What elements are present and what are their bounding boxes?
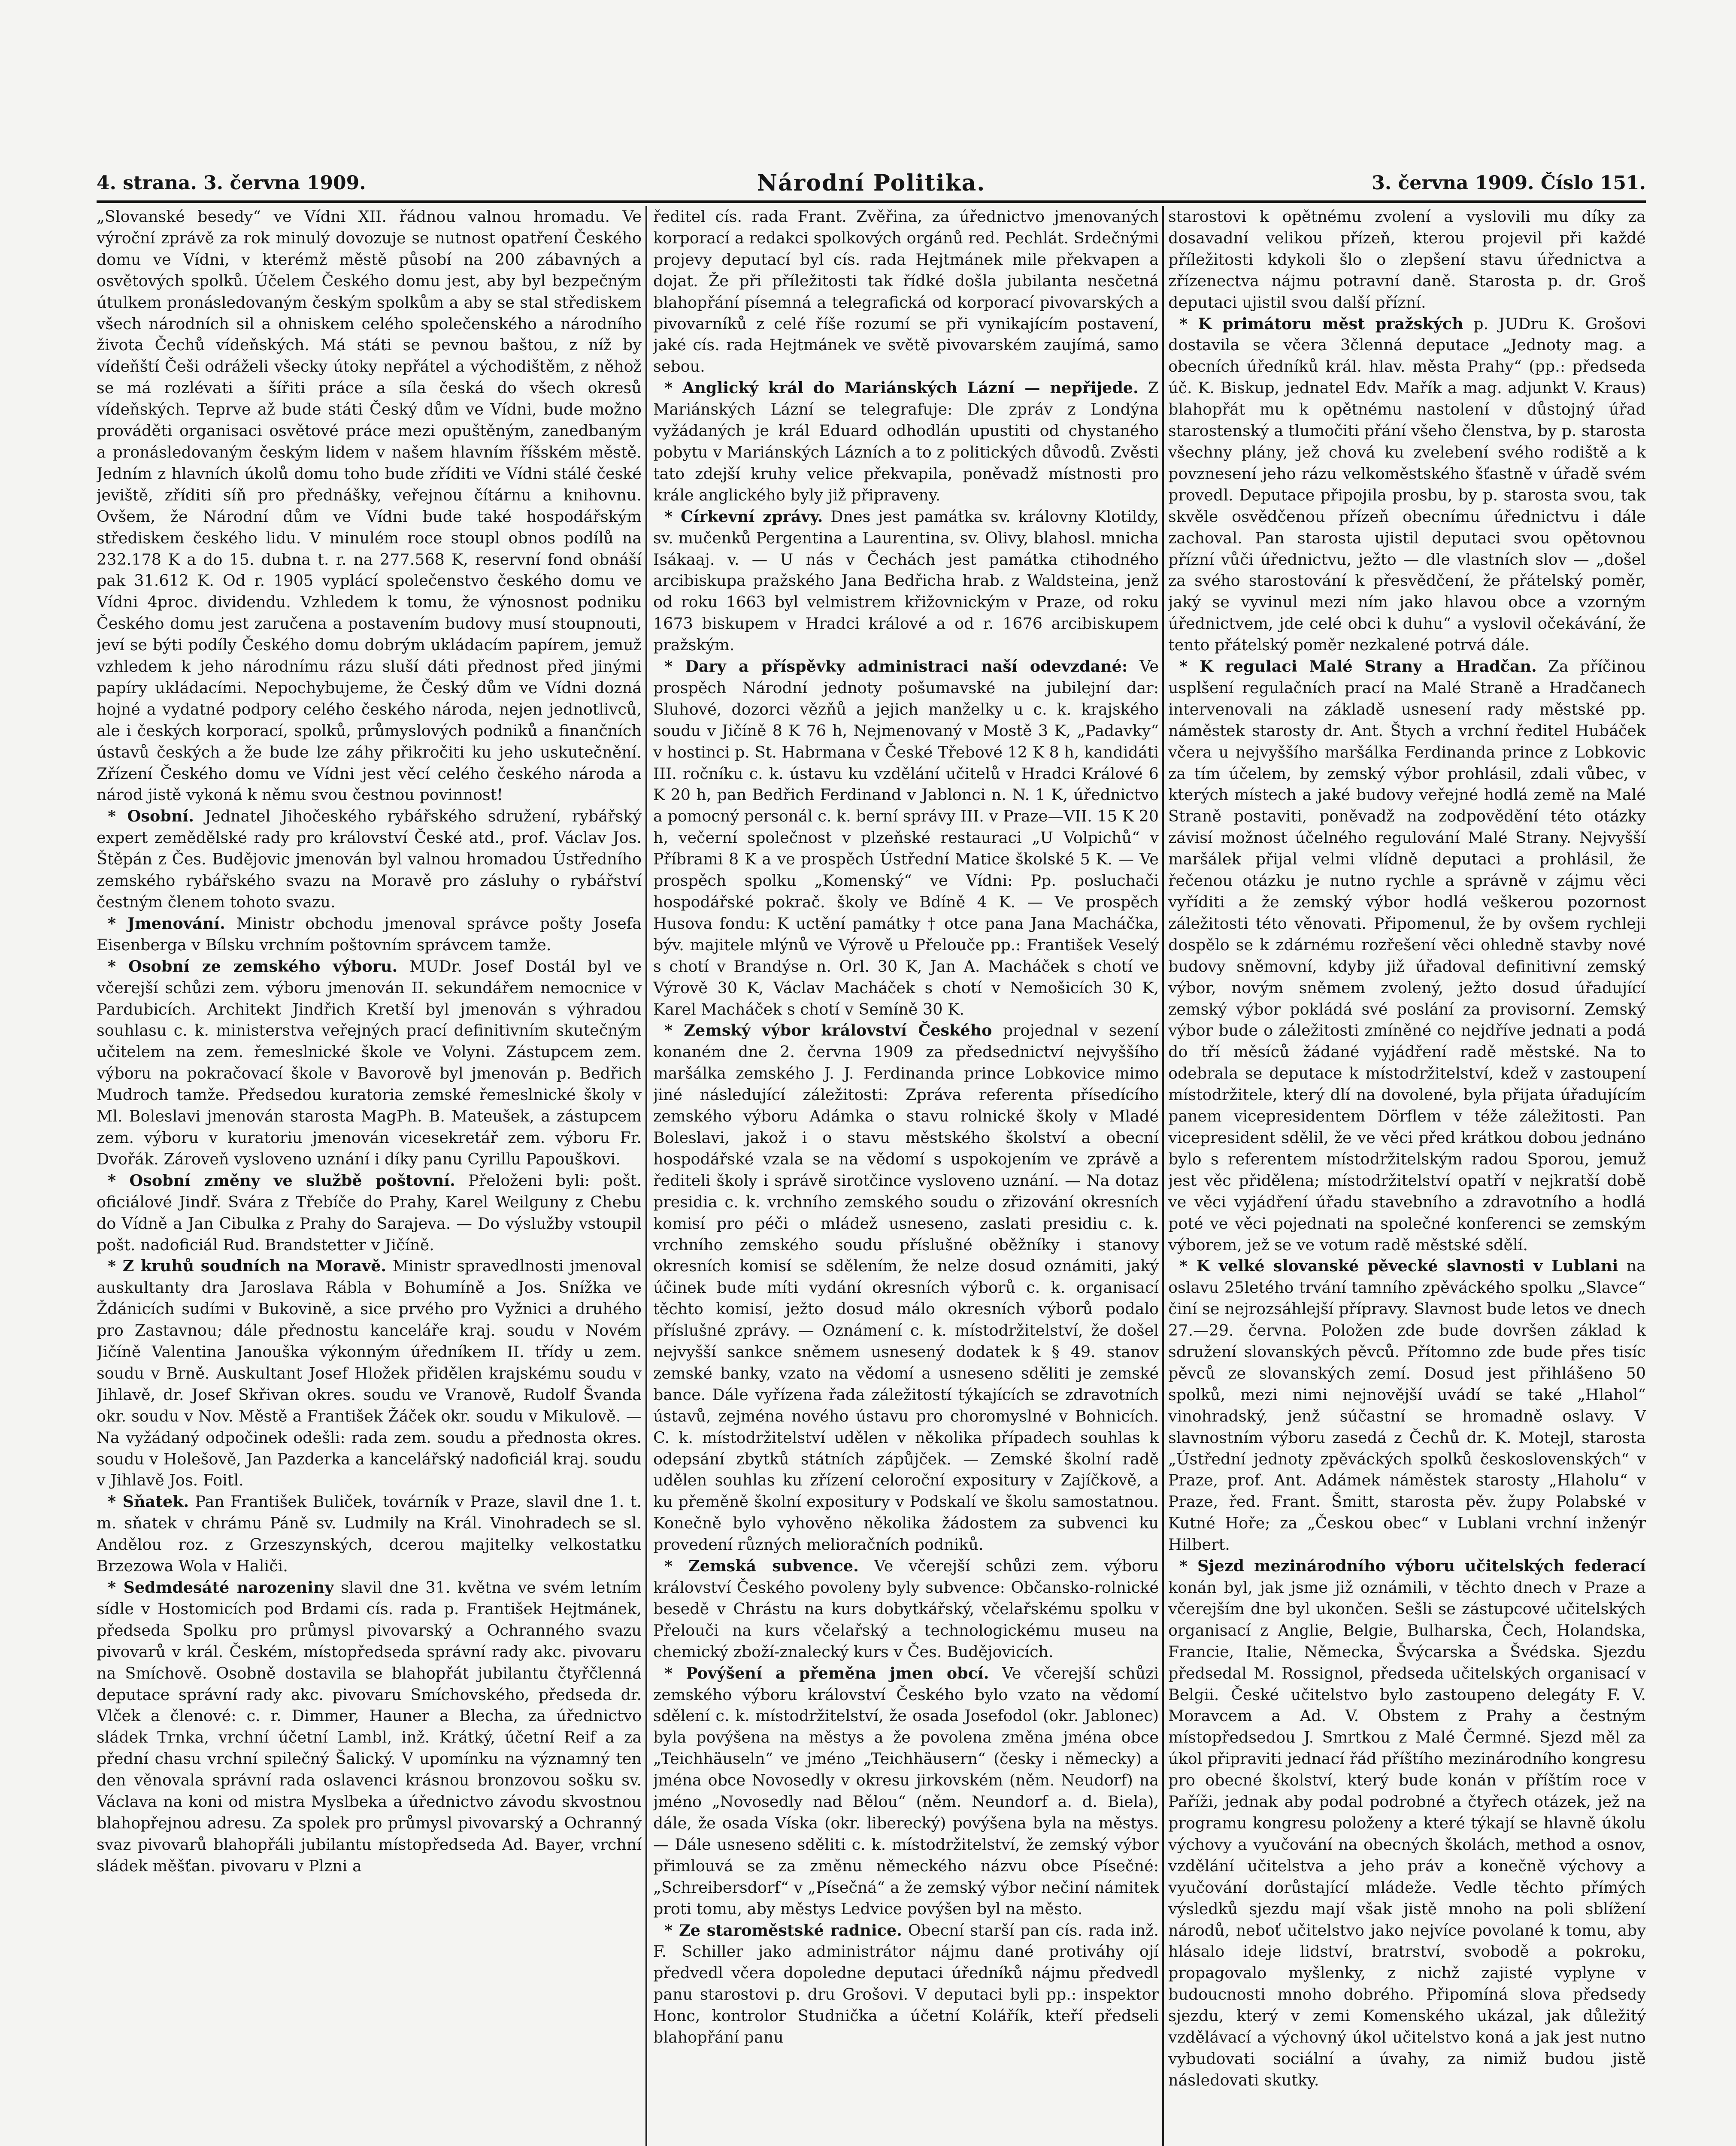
article-text: projednal v sezení konaném dne 2. června 1909 za předsednictví nejvyššího maršálka zemského J. J. Ferdinanda prince Lobkovice mimo jiné následující záležitosti: Zpráva referenta přísedícího zemského výboru Adámka o stavu rolnické školy v Mladé Boleslavi, jakož i o stavu městského školství a obecní hospodářské vzala se na vědomí s uspokojením ve zprávě a řediteli školy i správě sirotčince vysloveno uznání. — Na dotaz presidia c. k. vrchního zemského soudu o zřizování okresních komisí pro péči o mládež usneseno, zaslati presidiu c. k. vrchního zemského soudu příslušné oběžníky i stanovy okresních komisí se sdělením, že nelze dosud oznámiti, jaký účinek bude míti vydání okresních výborů c. k. organisací těchto komisí, ježto dosud málo okresních výborů podalo příslušné zprávy. — Oznámení c. k. místodržitelství, že došel nejvyšší sankce sněmem usnesený dodatek k § 49. stanov zemské banky, vzato na vědomí a usneseno sděliti je zemské bance. Dále vyřízena řada záležitostí týkajících se zdravotních ústavů, zejména nového ústavu pro choromyslné v Bohnicích. C. k. místodržitelství udělen v několika případech souhlas k odepsání zbytků státních zápůjček. — Zemské školní radě udělen souhlas ku zřízení celoroční expositury v Zajíčkově, a ku přeměně školní expositury v Podskalí ve školu samostatnou. Konečně bylo vyhověno několika žádostem za subvenci ku provedení různých melioračních podniků. <box>653 1021 1159 1554</box>
article-paragraph <box>97 1491 642 1577</box>
article-text: Ve prospěch Národní jednoty pošumavské na jubilejní dar: Sluhové, dozorci vězňů a jejich manželky u c. k. krajského soudu v Jičíně 8 K 76 h, Nejmenovaný v Mostě 3 K, „Padavky“ v hostinci p. St. Habrmana v České Třebové 12 K 8 h, kandidáti III. ročníku c. k. ústavu ku vzdělání učitelů v Hradci Králové 6 K 20 h, pan Bedřich Ferdinand v Jablonci n. N. 1 K, úřednictvo a pomocný personál c. k. berní správy III. v Praze—VII. 15 K 20 h, večerní společnost v plzeňské restauraci „U Volpichů“ v Příbrami 8 K a ve prospěch Ústřední Matice školské 5 K. — Ve prospěch spolku „Komenský“ ve Vídni: Pp. posluchači hospodářské pokrač. školy ve Bdíně 4 K. — Ve prospěch Husova fondu: K uctění památky † otce pana Jana Macháčka, býv. majitele mlýnů ve Výrově u Přelouče pp.: František Veselý s chotí v Brandýse n. Orl. 30 K, Jan A. Macháček s chotí ve Výrově 30 K, Václav Macháček s chotí v Nemošicích 30 K, Karel Macháček s chotí v Semíně 30 K. <box>653 657 1159 1018</box>
article-paragraph <box>653 1555 1159 1663</box>
masthead-title: Národní Politika. <box>757 170 986 196</box>
article-text: Ministr obchodu jmenoval správce pošty Josefa Eisenberga v Bílsku vrchním poštovním správcem tamže. <box>97 914 642 954</box>
article-text: MUDr. Josef Dostál byl ve včerejší schůzi zem. výboru jmenován II. sekundářem nemocnice v Pardubicích. Architekt Jindřich Kretší byl jmenován s výhradou souhlasu c. k. ministerstva veřejných prací definitivním skutečným učitelem na zem. řemeslnické škole ve Volyni. Zástupcem zem. výboru na pokračovací škole v Bavorově byl jmenován p. Bedřich Mudroch tamže. Předsedou kuratoria zemské řemeslnické školy v Ml. Boleslavi jmenován starosta MagPh. B. Mateušek, a zástupcem zem. výboru v kuratoriu jmenován vicesekretář zem. výboru Fr. Dvořák. Zároveň vysloveno uznání i díky panu Cyrillu Papouškovi. <box>97 957 642 1168</box>
column-divider <box>645 206 647 2146</box>
header-page-date: 4. strana. 3. června 1909. <box>97 172 366 194</box>
article-lead: * Zemská subvence. <box>664 1557 859 1576</box>
article-paragraph <box>653 377 1159 506</box>
article-lead: * Osobní změny ve službě poštovní. <box>108 1171 455 1190</box>
article-paragraph <box>653 506 1159 656</box>
article-lead: * Z kruhů soudních na Moravě. <box>108 1257 387 1276</box>
article-paragraph <box>97 913 642 956</box>
article-lead: * Sňatek. <box>108 1492 189 1511</box>
column-3 <box>1168 206 1646 2146</box>
article-lead: * K regulaci Malé Strany a Hradčan. <box>1179 657 1537 676</box>
article-text: ředitel cís. rada Frant. Zvěřina, za úřednictvo jmenovaných korporací a redakci spolkových orgánů red. Pechlát. Srdečnými projevy deputací byl cís. rada Hejtmánek mile překvapen a dojat. Že při příležitosti tak řídké došla jubilanta nesčetná blahopřání písemná a telegrafická od korporací pivovarských a pivovarníků z celé říše rozumí se při vynikajícím postavení, jaké cís. rada Hejtmánek ve světě pivovarském zaujímá, samo sebou. <box>653 207 1159 376</box>
article-lead: * K velké slovanské pěvecké slavnosti v Lublani <box>1179 1257 1618 1276</box>
article-lead: * K primátoru měst pražských <box>1179 314 1463 333</box>
article-text: na oslavu 25letého trvání tamního zpěváckého spolku „Slavce“ činí se nejrozsáhlejší přípravy. Slavnost bude letos ve dnech 27.—29. června. Položen zde bude dovršen základ k sdružení slovanských pěvců. Přítomno zde bude přes tisíc pěvců ze slovanských zemí. Dosud jest přihlášeno 50 spolků, mezi nimi nejnovější uvádí se také „Hlahol“ vinohradský, jenž súčastní se hromadně oslavy. V slavnostním výboru zasedá z Čechů dr. K. Motejl, starosta „Ústřední jednoty zpěváckých spolků československých“ v Praze, prof. Ant. Adámek náměstek starosty „Hlaholu“ v Praze, řed. Frant. Šmitt, starosta pěv. župy Polabské v Kutné Hoře; za „Českou obec“ v Lublani vrchní inženýr Hilbert. <box>1168 1257 1646 1554</box>
article-paragraph <box>653 1663 1159 1920</box>
article-text: Dnes jest památka sv. královny Klotildy, sv. mučenků Pergentina a Laurentina, sv. Olivy, blahosl. mnicha Isákaaj. v. — U nás v Čechách jest památka ctihodného arcibiskupa pražského Jana Bedřicha hrab. z Waldsteina, jenž od roku 1663 byl velmistrem křižovnickým v Praze, od roku 1673 biskupem v Hradci králové a od r. 1676 arcibiskupem pražským. <box>653 507 1159 655</box>
article-paragraph <box>1168 313 1646 656</box>
article-paragraph <box>653 1020 1159 1555</box>
article-text: Obecní starší pan cís. rada inž. F. Schiller jako administrátor nájmu dané protiváhy ojí předvedl včera dopoledne deputaci úředníků nájmu předvedl panu starostovi p. dru Grošovi. V deputaci byli pp.: inspektor Honc, kontrolor Studnička a účetní Kolářík, kteří předseli blahopřání panu <box>653 1921 1159 2047</box>
column-2 <box>653 206 1159 2146</box>
article-text: p. JUDru K. Grošovi dostavila se včera 3členná deputace „Jednoty mag. a obecních úředníků král. hlav. města Prahy“ (pp.: předseda úč. K. Biskup, jednatel Edv. Mařík a mag. adjunkt V. Kraus) blahopřát mu k opětnému nastolení v důstojný úřad starostenský a tlumočiti přání všeho členstva, by p. starosta všechny plány, jež chová ku zvelebení svého rodiště a k povznesení jeho rázu velkoměstského šťastně v úřadě svém provedl. Deputace připojila prosbu, by p. starosta svou, tak skvěle osvědčenou přízeň obecnímu úřednictvu i dále zachoval. Pan starosta ujistil deputaci svou opětovnou přízní vůči úřednictvu, ježto — dle vlastních slov — „došel za svého starostování k přesvědčení, že přátelský poměr, jaký se vyvinul mezi ním jako hlavou obce a vzorným úřednictvem, jde celé obci k duhu“ a vyslovil očekávání, že tento přátelský poměr nezkalené potrvá dále. <box>1168 314 1646 655</box>
page-header <box>97 168 1646 198</box>
article-lead: * Anglický král do Mariánských Lázní — nepřijede. <box>664 379 1139 397</box>
article-lead: * Ze staroměstské radnice. <box>664 1921 902 1940</box>
article-text: Přeloženi byli: pošt. oficiálové Jindř. Svára z Třebíče do Prahy, Karel Weilguny z Chebu do Vídně a Jan Cibulka z Prahy do Sarajeva. — Do výslužby vstoupil pošt. nadoficiál Rud. Brandstetter v Jičíně. <box>97 1171 642 1254</box>
article-text: konán byl, jak jsme již oznámili, v těchto dnech v Praze a včerejším dne byl ukončen. Sešli se zástupcové učitelských organisací z Anglie, Belgie, Bulharska, Čech, Holandska, Francie, Italie, Německa, Švýcarska a Švédska. Sjezdu předsedal M. Rossignol, předseda učitelských organisací v Belgii. České učitelstvo bylo zastoupeno delegáty F. V. Moravcem a Ad. V. Obstem z Prahy a čestným místopředsedou J. Smrtkou z Malé Čermné. Sjezd měl za úkol připraviti jednací řád příštího mezinárodního kongresu pro obecné školství, který bude konán v příštím roce v Paříži, jednak aby podal podrobné a čtyřech otázek, jež na programu kongresu položeny a které týkají se hlavně úkolu výchovy a vyučování na obecných školách, method a osnov, vzdělání učitelstva a jeho práv a konečně výchovy a vyučování dorůstající mládeže. Vedle těchto přímých výsledků sjezdu mají však jistě mnoho na poli sblížení národů, neboť učitelstvo jako nejvíce povolané k tomu, aby hlásalo ideje lidství, bratrství, svobodě a pokroku, propagovalo myšlenky, z nichž zajisté vyplyne v budoucnosti mnoho dobrého. Připomíná slova předsedy sjezdu, který v zemi Komenského ukázal, jak důležitý vzdělávací a výchovný úkol učitelstvo koná a jak jest nutno vybudovati sociální a úvahy, za nimiž budou jistě následovati skutky. <box>1168 1578 1646 2089</box>
article-text: „Slovanské besedy“ ve Vídni XII. řádnou valnou hromadu. Ve výroční zprávě za rok minulý dovozuje se nutnost opatření Českého domu ve Vídni, v kterémž městě působí na 200 zábavných a osvětových spolků. Účelem Českého domu jest, aby byl bezpečným útulkem pronásledovaným českým spolkům a aby se stal střediskem všech národních sil a ohniskem celého společenského a národního života Čechů vídeňských. Má státi se pevnou baštou, z níž by vídeňští Češi odráželi všecky útoky nepřátel a východištěm, z něhož se má rozlévati a šířiti práce a síla česká do všech okresů vídeňských. Teprve až bude státi Český dům ve Vídni, bude možno prováděti organisaci osvětové práce mezi opuštěným, zanedbaným a pronásledovaným českým lidem v našem hlavním říšském městě. Jedním z hlavních úkolů domu toho bude zříditi ve Vídni stálé české jeviště, zříditi síň pro přednášky, veřejnou čítárnu a knihovnu. Ovšem, že Národní dům ve Vídni bude také hospodářským střediskem českého lidu. V minulém roce stoupl obnos podílů na 232.178 K a do 15. dubna t. r. na 277.568 K, reservní fond obnáší pak 31.612 K. Od r. 1905 vyplácí společenstvo českého domu ve Vídni 4proc. dividendu. Vzhledem k tomu, že výnosnost podniku Českého domu jest zaručena a postavením budovy musí stoupnouti, jeví se býti podíly Českého domu dobrým ukládacím papírem, jemuž vzhledem k jeho národnímu rázu sluší dáti přednost před jinými papíry ukládacími. Nepochybujeme, že Český dům ve Vídni dozná hojné a vydatné podpory celého českého národa, nejen jednotlivců, ale i českých korporací, spolků, průmyslových podniků a finančních ústavů českých a že bude lze záhy přikročiti ku jeho uskutečnění. Zřízení Českého domu ve Vídni jest věcí celého českého národa a národ jistě vykoná k němu svou čestnou povinnost! <box>97 207 642 804</box>
article-paragraph <box>1168 1555 1646 2091</box>
article-lead: * Sedmdesáté narozeniny <box>108 1578 334 1597</box>
article-paragraph <box>1168 206 1646 313</box>
article-paragraph <box>653 656 1159 1020</box>
header-date-issue: 3. června 1909. Číslo 151. <box>1372 172 1646 194</box>
article-text: Ve včerejší schůzi zem. výboru království Českého povoleny byly subvence: Občansko-rolnické besedě v Chrástu na kurs dobytkářský, včelařskému spolku v Přelouči na kurs včelařský a technologickému museu na chemický zboží-znalecký kurs v Čes. Budějovicích. <box>653 1557 1159 1661</box>
article-paragraph <box>1168 656 1646 1255</box>
article-text: slavil dne 31. května ve svém letním sídle v Hostomicích pod Brdami cís. rada p. František Hejtmánek, předseda Spolku pro průmysl pivovarský a Ochranného svazu pivovarů v král. Českém, místopředseda správní rady akc. pivovaru na Smíchově. Osobně dostavila se blahopřát jubilantu čtyřčlenná deputace správní rady akc. pivovaru Smíchovského, předseda dr. Vlček a členové: c. r. Dimmer, Hauner a Blecha, za úřednictvo sládek Trnka, vrchní účetní Lambl, inž. Krátký, účetní Reif a za přední chasu vrchní spilečný Šalický. V upomínku na významný ten den věnovala správní rada oslavenci krásnou bronzovou sošku sv. Václava na koni od mistra Myslbeka a úřednictvo závodu skvostnou blahopřejnou adresu. Za spolek pro průmysl pivovarský a Ochranný svaz pivovarů blahopřáli jubilantu místopředseda Ad. Bayer, vrchní sládek měšťan. pivovaru v Plzni a <box>97 1578 642 1875</box>
article-paragraph <box>97 956 642 1170</box>
article-text: Za příčinou usplšení regulačních prací na Malé Straně a Hradčanech intervenovali na základě usnesení rady městské pp. náměstek starosty dr. Ant. Štych a vrchní ředitel Hubáček včera u nejvyššího maršálka Ferdinanda prince z Lobkovic za tím účelem, by zemský výbor prohlásil, zdali vůbec, v kterých místech a jaké budovy veřejné hodlá země na Malé Straně postaviti, poněvadž na zodpovědění této otázky závisí možnost účelného regulování Malé Strany. Nejvyšší maršálek přijal velmi vlídně deputaci a prohlásil, že řečenou otázku je nutno rychle a správně v zájmu věci vyříditi a že zemský výbor hodlá veškerou pozornost záležitosti této věnovati. Připomenul, že by ovšem rychleji dospělo se k zdárnému rozřešení věci ohledně stavby nové budovy sněmovní, kdyby již úřadoval definitivní zemský výbor, novým sněmem zvolený, ježto dosud úřadující zemský výbor pokládá své poslání za provisorní. Zemský výbor bude o záležitosti zmíněné co nejdříve jednati a podá do tří měsíců žádané vyjádření radě městské. Na to odebrala se deputace k místodržitelství, kdež v zastoupení místodržitele, který dlí na dovolené, byla přijata úřadujícím panem vicepresidentem Dörflem v téže záležitosti. Pan vicepresident sdělil, že ve věci před krátkou dobou jednáno bylo s referentem místodržitelským radou Sporou, jemuž jest věc přidělena; místodržitelství opatří v nejkratší době ve věci vyjádření úřadu stavebního a zdravotního a hodlá poté ve věci pojednati na společné konferenci se zemským výborem, jež se ve votum radě městské sdělí. <box>1168 657 1646 1254</box>
article-lead: * Církevní zprávy. <box>664 507 823 526</box>
article-lead: * Zemský výbor království Českého <box>664 1021 992 1040</box>
article-text: Jednatel Jihočeského rybářského sdružení, rybářský expert zemědělské rady pro království České atd., prof. Václav Jos. Štěpán z Čes. Budějovic jmenován byl valnou hromadou Ústředního zemského rybářského svazu na Moravě pro zásluhy o rybářství čestným členem tohoto svazu. <box>97 807 642 911</box>
article-text: Ve včerejší schůzi zemského výboru království Českého bylo vzato na vědomí sdělení c. k. místodržitelství, že osada Josefodol (okr. Jablonec) byla povýšena na městys a že povolena změna jména obce „Teichhäuseln“ ve jméno „Teichhäusern“ (česky i německy) a jména obce Novosedly v okresu jirkovském (něm. Neudorf) na jméno „Novosedly nad Bělou“ (něm. Neundorf a. d. Biela), dále, že osada Víska (okr. liberecký) povýšena byla na městys. — Dále usneseno sděliti c. k. místodržitelství, že zemský výbor přimlouvá se za změnu německého názvu obce Písečné: „Schreibersdorf“ v „Písečná“ a že zemský výbor nečiní námitek proti tomu, aby městys Ledvice povýšen byl na město. <box>653 1664 1159 1918</box>
article-text: Pan František Buliček, továrník v Praze, slavil dne 1. t. m. sňatek v chrámu Páně sv. Ludmily na Král. Vinohradech se sl. Andělou roz. z Grzeszynských, dcerou majitelky velkostatku Brzezowa Wola v Haliči. <box>97 1492 642 1576</box>
header-rule <box>97 200 1646 203</box>
article-lead: * Dary a příspěvky administraci naší odevzdané: <box>664 657 1128 676</box>
article-lead: * Osobní. <box>108 807 194 826</box>
article-paragraph <box>97 1577 642 1877</box>
article-text: starostovi k opětnému zvolení a vyslovili mu díky za dosavadní velikou přízeň, kterou projevil při každé příležitosti kdykoli šlo o zlepšení stavu úřednictva a zřízenectva nájmu potravní daně. Starosta p. dr. Groš deputaci ujistil svou další přízní. <box>1168 207 1646 312</box>
article-paragraph <box>97 1170 642 1256</box>
column-1 <box>97 206 642 2146</box>
article-lead: * Osobní ze zemského výboru. <box>108 957 398 976</box>
article-paragraph <box>97 206 642 806</box>
column-divider <box>1162 206 1164 2146</box>
article-lead: * Povýšení a přeměna jmen obcí. <box>664 1664 989 1682</box>
article-paragraph <box>653 206 1159 377</box>
article-text: Z Mariánských Lázní se telegrafuje: Dle zpráv z Londýna vyžádaných je král Eduard odhodlán upustiti od chystaného pobytu v Mariánských Lázních a to z politických důvodů. Zvěsti tato zdejší kruhy velice překvapila, poněvadž místnosti pro krále anglického byly již připraveny. <box>653 379 1159 504</box>
article-text: Ministr spravedlnosti jmenoval auskultanty dra Jaroslava Rábla v Bohumíně a Jos. Snížka ve Ždánicích sudími v Bukovině, a sice prvého pro Vyžnici a druhého pro Zastavnou; dále přednostu kanceláře kraj. soudu v Novém Jičíně Valentina Janouška výkonným úředníkem II. třídy u zem. soudu v Brně. Auskultant Josef Hložek přidělen krajskému soudu v Jihlavě, dr. Josef Skřivan okres. soudu ve Vranově, Rudolf Švanda okr. soudu v Nov. Městě a František Žáček okr. soudu v Mikulově. — Na vyžádaný odpočinek odešli: rada zem. soudu a přednosta okres. soudu v Holešově, Jan Pazderka a kancelářský nadoficiál kraj. soudu v Jihlavě Jos. Foitl. <box>97 1257 642 1490</box>
article-lead: * Jmenování. <box>108 914 225 933</box>
article-paragraph <box>97 806 642 913</box>
article-paragraph <box>97 1255 642 1491</box>
article-paragraph <box>1168 1255 1646 1555</box>
article-paragraph <box>653 1920 1159 2048</box>
article-lead: * Sjezd mezinárodního výboru učitelských federací <box>1179 1557 1646 1576</box>
